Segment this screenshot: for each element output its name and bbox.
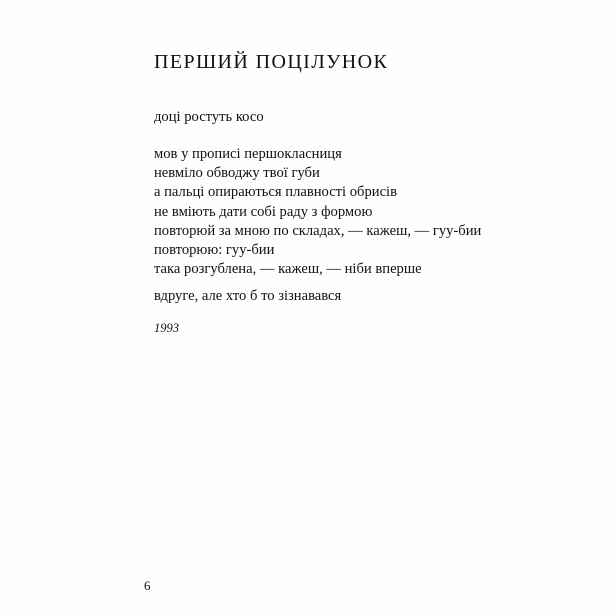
poem-line: доці ростуть косо bbox=[154, 109, 264, 125]
stanza-1 bbox=[154, 108, 264, 127]
poem-title: ПЕРШИЙ ПОЦІЛУНОК bbox=[154, 51, 389, 73]
page-number: 6 bbox=[144, 578, 151, 593]
poem-line: мов у прописі першокласниця bbox=[154, 146, 342, 162]
poem-line: не вміють дати собі раду з формою bbox=[154, 203, 373, 220]
poem-line: така розгублена, — кажеш, — ніби вперше bbox=[154, 261, 422, 278]
poem-line: невміло обводжу твої губи bbox=[154, 165, 320, 182]
stanza-2 bbox=[154, 145, 481, 279]
poem-line: а пальці опираються плавності обрисів bbox=[154, 184, 398, 201]
poem-line: повторюй за мною по складах, — кажеш, — гуу-бии bbox=[154, 222, 482, 239]
stanza-3 bbox=[154, 287, 341, 306]
poem-line: вдруге, але хто б то зізнавався bbox=[154, 288, 342, 304]
poem-line: повторюю: гуу-бии bbox=[154, 242, 275, 259]
poem-date: 1993 bbox=[154, 321, 179, 335]
